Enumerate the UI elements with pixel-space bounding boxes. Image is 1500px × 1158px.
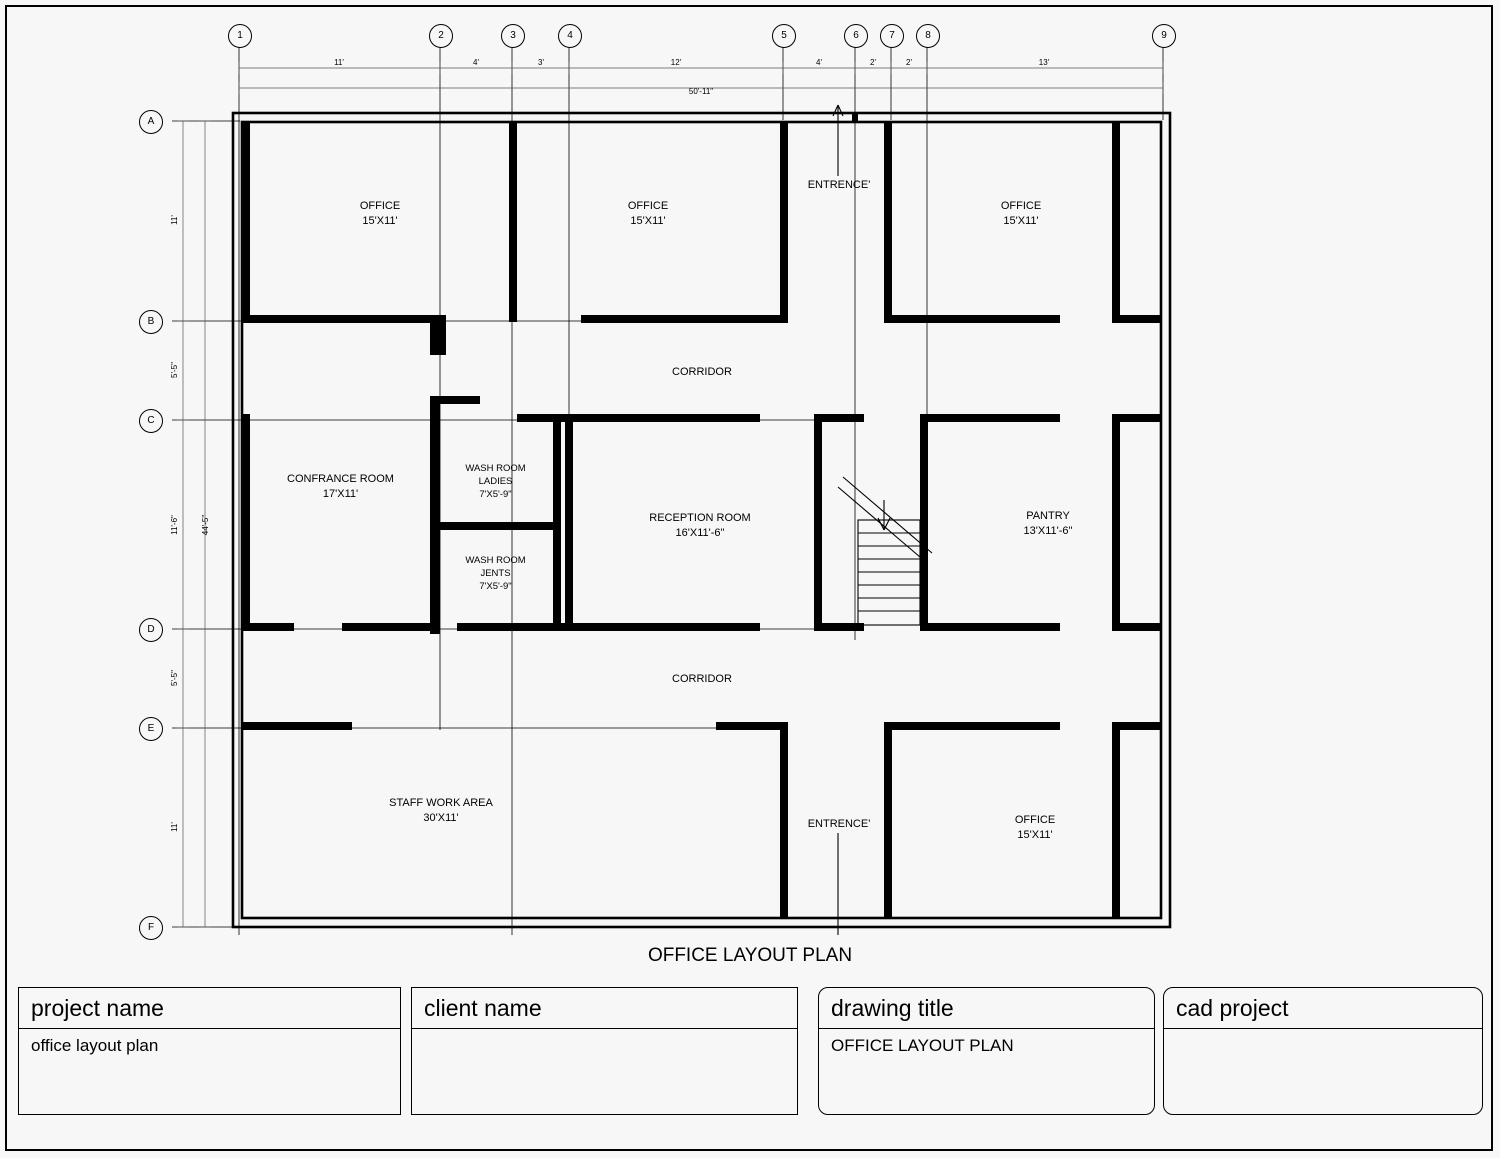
room-label-office-bottom-right-name: OFFICE	[1014, 814, 1056, 826]
dim-col-4-5: 12'	[670, 58, 682, 67]
grid-bubble-row-e: E	[139, 717, 163, 741]
room-label-pantry-size: 13'X11'-6"	[1023, 525, 1073, 537]
room-label-office-top-left-name: OFFICE	[359, 200, 401, 212]
dim-col-7-8: 2'	[906, 58, 912, 67]
plan-title: OFFICE LAYOUT PLAN	[647, 945, 853, 966]
dim-col-8-9: 13'	[1038, 58, 1050, 67]
dim-row-c-d: 11'-6"	[170, 515, 179, 535]
dim-row-a-b: 11'	[170, 215, 179, 225]
title-block-drawing-title-value: OFFICE LAYOUT PLAN	[831, 1036, 1014, 1055]
title-block-client-cell	[411, 987, 798, 1115]
room-label-washroom-ladies-line1: WASH ROOM	[465, 463, 526, 474]
dim-col-3-4: 3'	[538, 58, 544, 67]
dim-col-1-2: 11'	[334, 58, 344, 67]
grid-bubble-row-b: B	[139, 310, 163, 334]
room-label-corridor-lower: CORRIDOR	[672, 673, 732, 685]
room-label-washroom-ladies-size: 7'X5'-9"	[479, 489, 512, 500]
grid-bubble-col-9: 9	[1152, 24, 1176, 48]
entrance-label-bottom: ENTRENCE'	[807, 818, 871, 830]
room-label-conference-size: 17'X11'	[322, 488, 359, 500]
room-label-office-top-right-size: 15'X11'	[1003, 215, 1039, 227]
grid-bubble-col-8: 8	[916, 24, 940, 48]
room-label-staff-size: 30'X11'	[423, 812, 459, 824]
grid-bubble-col-6: 6	[844, 24, 868, 48]
grid-bubble-col-5: 5	[772, 24, 796, 48]
room-label-corridor-upper: CORRIDOR	[672, 366, 732, 378]
title-block-drawing-title-cell	[818, 987, 1155, 1115]
dim-row-b-c: 5'-5"	[170, 362, 179, 378]
room-label-washroom-gents-line2: JENTS	[480, 568, 511, 579]
room-label-washroom-gents-line1: WASH ROOM	[465, 555, 526, 566]
room-label-office-top-right-name: OFFICE	[1000, 200, 1042, 212]
room-label-reception-size: 16'X11'-6"	[675, 527, 725, 539]
room-label-office-top-mid-size: 15'X11'	[630, 215, 666, 227]
grid-bubble-row-c: C	[139, 409, 163, 433]
dim-row-d-e: 5'-5"	[170, 670, 179, 686]
grid-bubble-col-7: 7	[880, 24, 904, 48]
room-label-office-top-left-size: 15'X11'	[362, 215, 398, 227]
grid-bubble-row-d: D	[139, 618, 163, 642]
grid-bubble-col-3: 3	[501, 24, 525, 48]
title-block-drawing-title-header: drawing title	[819, 988, 1154, 1029]
title-block-project-cell	[18, 987, 401, 1115]
room-label-pantry-name: PANTRY	[1026, 510, 1070, 522]
grid-bubble-col-2: 2	[429, 24, 453, 48]
title-block-cad-header: cad project	[1164, 988, 1482, 1029]
entrance-label-top: ENTRENCE'	[807, 179, 871, 191]
title-block-client-header: client name	[412, 988, 797, 1029]
dim-col-6-7: 2'	[870, 58, 876, 67]
title-block-cad-cell	[1163, 987, 1483, 1115]
room-label-staff-name: STAFF WORK AREA	[389, 797, 493, 809]
room-label-office-bottom-right-size: 15'X11'	[1017, 829, 1053, 841]
room-label-office-top-mid-name: OFFICE	[627, 200, 669, 212]
dim-col-5-6: 4'	[816, 58, 822, 67]
grid-bubble-col-1: 1	[228, 24, 252, 48]
grid-bubble-row-a: A	[139, 110, 163, 134]
room-label-washroom-gents-size: 7'X5'-9"	[479, 581, 512, 592]
dim-overall-width: 50'-11"	[688, 87, 714, 96]
title-block-project-value: office layout plan	[31, 1036, 159, 1055]
dim-row-e-f: 11'	[170, 822, 179, 832]
grid-bubble-col-4: 4	[558, 24, 582, 48]
title-block-project-header: project name	[19, 988, 400, 1029]
title-block	[0, 975, 1500, 1158]
dim-col-2-3: 4'	[473, 58, 479, 67]
room-label-washroom-ladies-line2: LADIES	[478, 476, 513, 487]
dim-overall-height: 44'-5"	[201, 514, 210, 536]
grid-bubble-row-f: F	[139, 916, 163, 940]
room-label-conference-name: CONFRANCE ROOM	[287, 473, 394, 485]
room-label-reception-name: RECEPTION ROOM	[649, 512, 751, 524]
